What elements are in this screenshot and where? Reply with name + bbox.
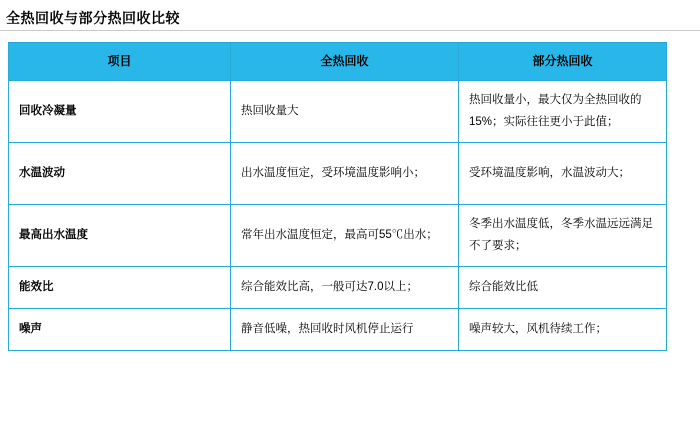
cell-text: 最高出水温度: [19, 228, 88, 241]
table-header: [9, 43, 667, 81]
cell-text: 能效比: [19, 280, 54, 293]
table-row: [9, 309, 667, 351]
table-row: [9, 205, 667, 267]
cell-text: 综合能效比高，一般可达7.0以上；: [241, 280, 418, 293]
cell-text: 冬季出水温度低，冬季水温远远满足不了要求；: [469, 218, 653, 252]
cell-partial-recovery: [459, 267, 667, 309]
column-header-full-recovery: 全热回收: [231, 43, 459, 81]
table-header-row: [9, 43, 667, 81]
cell-text: 水温波动: [19, 166, 65, 179]
row-label: [9, 267, 231, 309]
row-label: [9, 143, 231, 205]
row-label: [9, 81, 231, 143]
comparison-table: [8, 42, 667, 351]
column-header-partial-recovery: 部分热回收: [459, 43, 667, 81]
table-row: [9, 267, 667, 309]
page-title: 全热回收与部分热回收比较: [6, 10, 180, 26]
cell-text: 噪声较大，风机待续工作；: [469, 322, 607, 335]
cell-text: 综合能效比低: [469, 280, 538, 293]
comparison-table-container: [8, 42, 666, 351]
cell-partial-recovery: [459, 143, 667, 205]
cell-partial-recovery: [459, 205, 667, 267]
table-body: [9, 81, 667, 351]
cell-text: 回收冷凝量: [19, 104, 77, 117]
cell-text: 热回收量小，最大仅为全热回收的15%；实际往往更小于此值；: [469, 94, 642, 128]
cell-full-recovery: [231, 205, 459, 267]
row-label: [9, 205, 231, 267]
column-header-item: 项目: [9, 43, 231, 81]
cell-text: 出水温度恒定，受环境温度影响小；: [241, 166, 425, 179]
cell-text: 受环境温度影响，水温波动大；: [469, 166, 630, 179]
row-label: [9, 309, 231, 351]
cell-text: 常年出水温度恒定，最高可55℃出水；: [241, 228, 438, 241]
cell-full-recovery: [231, 309, 459, 351]
cell-full-recovery: [231, 81, 459, 143]
title-divider: [0, 30, 700, 31]
cell-full-recovery: [231, 143, 459, 205]
cell-partial-recovery: [459, 81, 667, 143]
table-row: [9, 81, 667, 143]
cell-partial-recovery: [459, 309, 667, 351]
cell-full-recovery: [231, 267, 459, 309]
cell-text: 热回收量大: [241, 104, 299, 117]
table-row: [9, 143, 667, 205]
cell-text: 噪声: [19, 322, 42, 335]
cell-text: 静音低噪，热回收时风机停止运行: [241, 322, 414, 335]
